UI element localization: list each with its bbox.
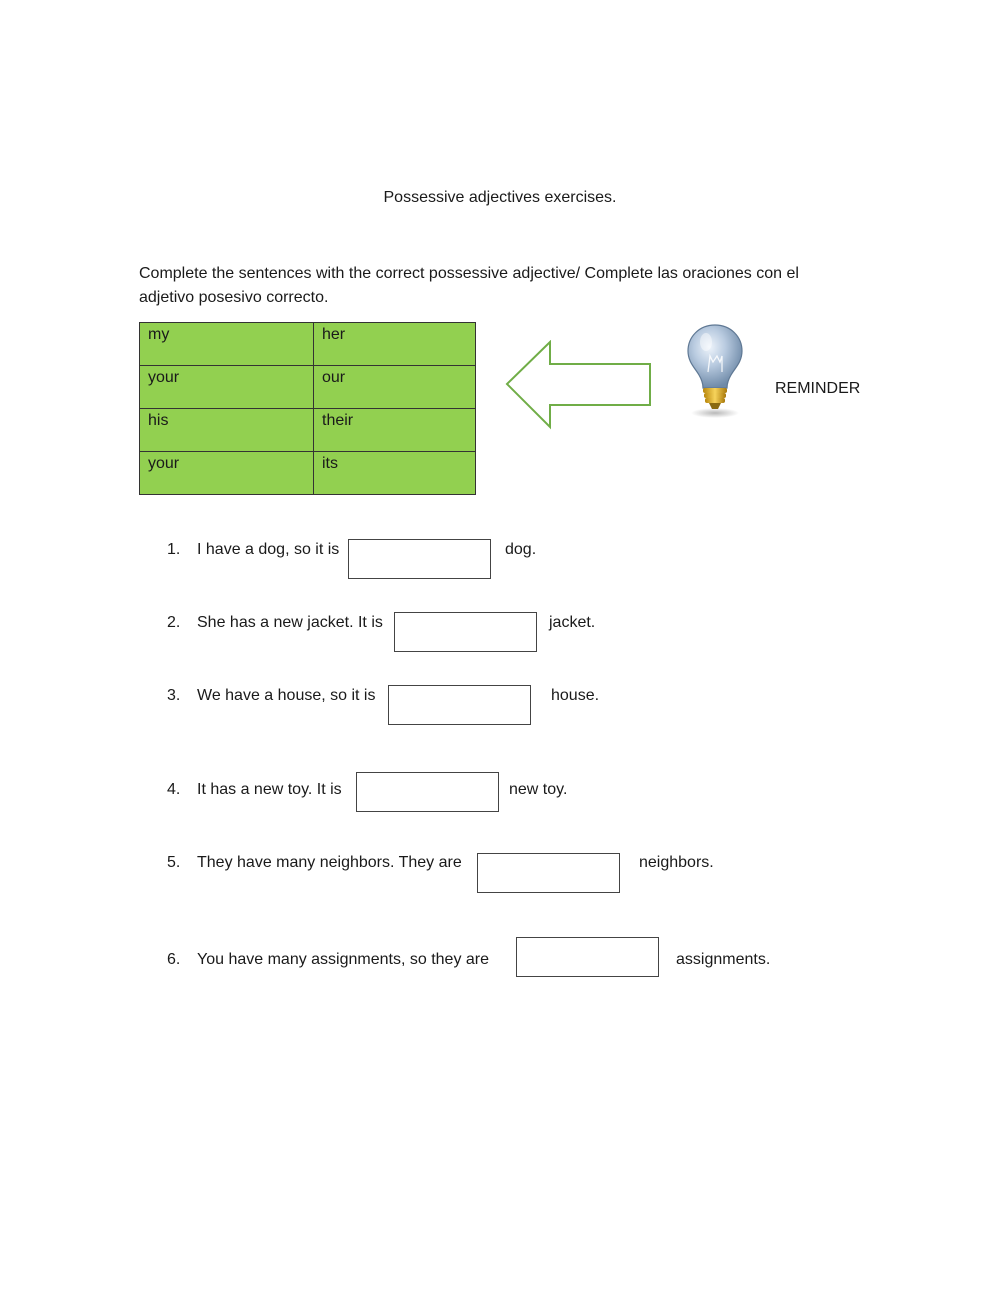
table-row <box>140 409 476 452</box>
exercise-sentence-start: It has a new toy. It is <box>197 781 342 798</box>
table-cell: their <box>314 409 476 452</box>
table-cell: her <box>314 323 476 366</box>
exercise-sentence-start: She has a new jacket. It is <box>197 614 383 631</box>
exercise-sentence-end: jacket. <box>549 614 596 631</box>
answer-field-6[interactable] <box>516 937 659 977</box>
table-cell: its <box>314 452 476 495</box>
instructions <box>139 262 839 310</box>
exercise-number: 3. <box>167 687 181 704</box>
exercise-sentence-end: assignments. <box>676 951 771 968</box>
exercise-number: 4. <box>167 781 181 798</box>
table-row <box>140 452 476 495</box>
table-cell: our <box>314 366 476 409</box>
table-row <box>140 323 476 366</box>
exercise-number: 2. <box>167 614 181 631</box>
reminder-table <box>139 322 476 495</box>
exercise-sentence-start: You have many assignments, so they are <box>197 951 490 968</box>
table-row <box>140 366 476 409</box>
instructions-line-1: Complete the sentences with the correct possessive adjective/ Complete las oraciones con el <box>139 265 799 282</box>
exercise-sentence-end: neighbors. <box>639 854 714 871</box>
exercise-sentence-end: house. <box>551 687 600 704</box>
table-cell: your <box>140 366 314 409</box>
exercise-sentence-start: I have a dog, so it is <box>197 541 340 558</box>
table-cell: his <box>140 409 314 452</box>
light-bulb-icon <box>684 322 746 422</box>
table-cell: my <box>140 323 314 366</box>
table-cell: your <box>140 452 314 495</box>
answer-field-3[interactable] <box>388 685 531 725</box>
page-title: Possessive adjectives exercises. <box>383 189 617 206</box>
left-arrow-icon <box>505 340 655 432</box>
exercise-sentence-end: dog. <box>505 541 537 558</box>
exercise-number: 6. <box>167 951 181 968</box>
answer-field-2[interactable] <box>394 612 537 652</box>
exercise-sentence-end: new toy. <box>509 781 568 798</box>
answer-field-1[interactable] <box>348 539 491 579</box>
answer-field-4[interactable] <box>356 772 499 812</box>
answer-field-5[interactable] <box>477 853 620 893</box>
exercise-number: 5. <box>167 854 181 871</box>
instructions-line-2: adjetivo posesivo correcto. <box>139 289 329 306</box>
exercise-sentence-start: We have a house, so it is <box>197 687 376 704</box>
reminder-label: REMINDER <box>775 380 861 397</box>
exercise-sentence-start: They have many neighbors. They are <box>197 854 462 871</box>
exercise-number: 1. <box>167 541 181 558</box>
